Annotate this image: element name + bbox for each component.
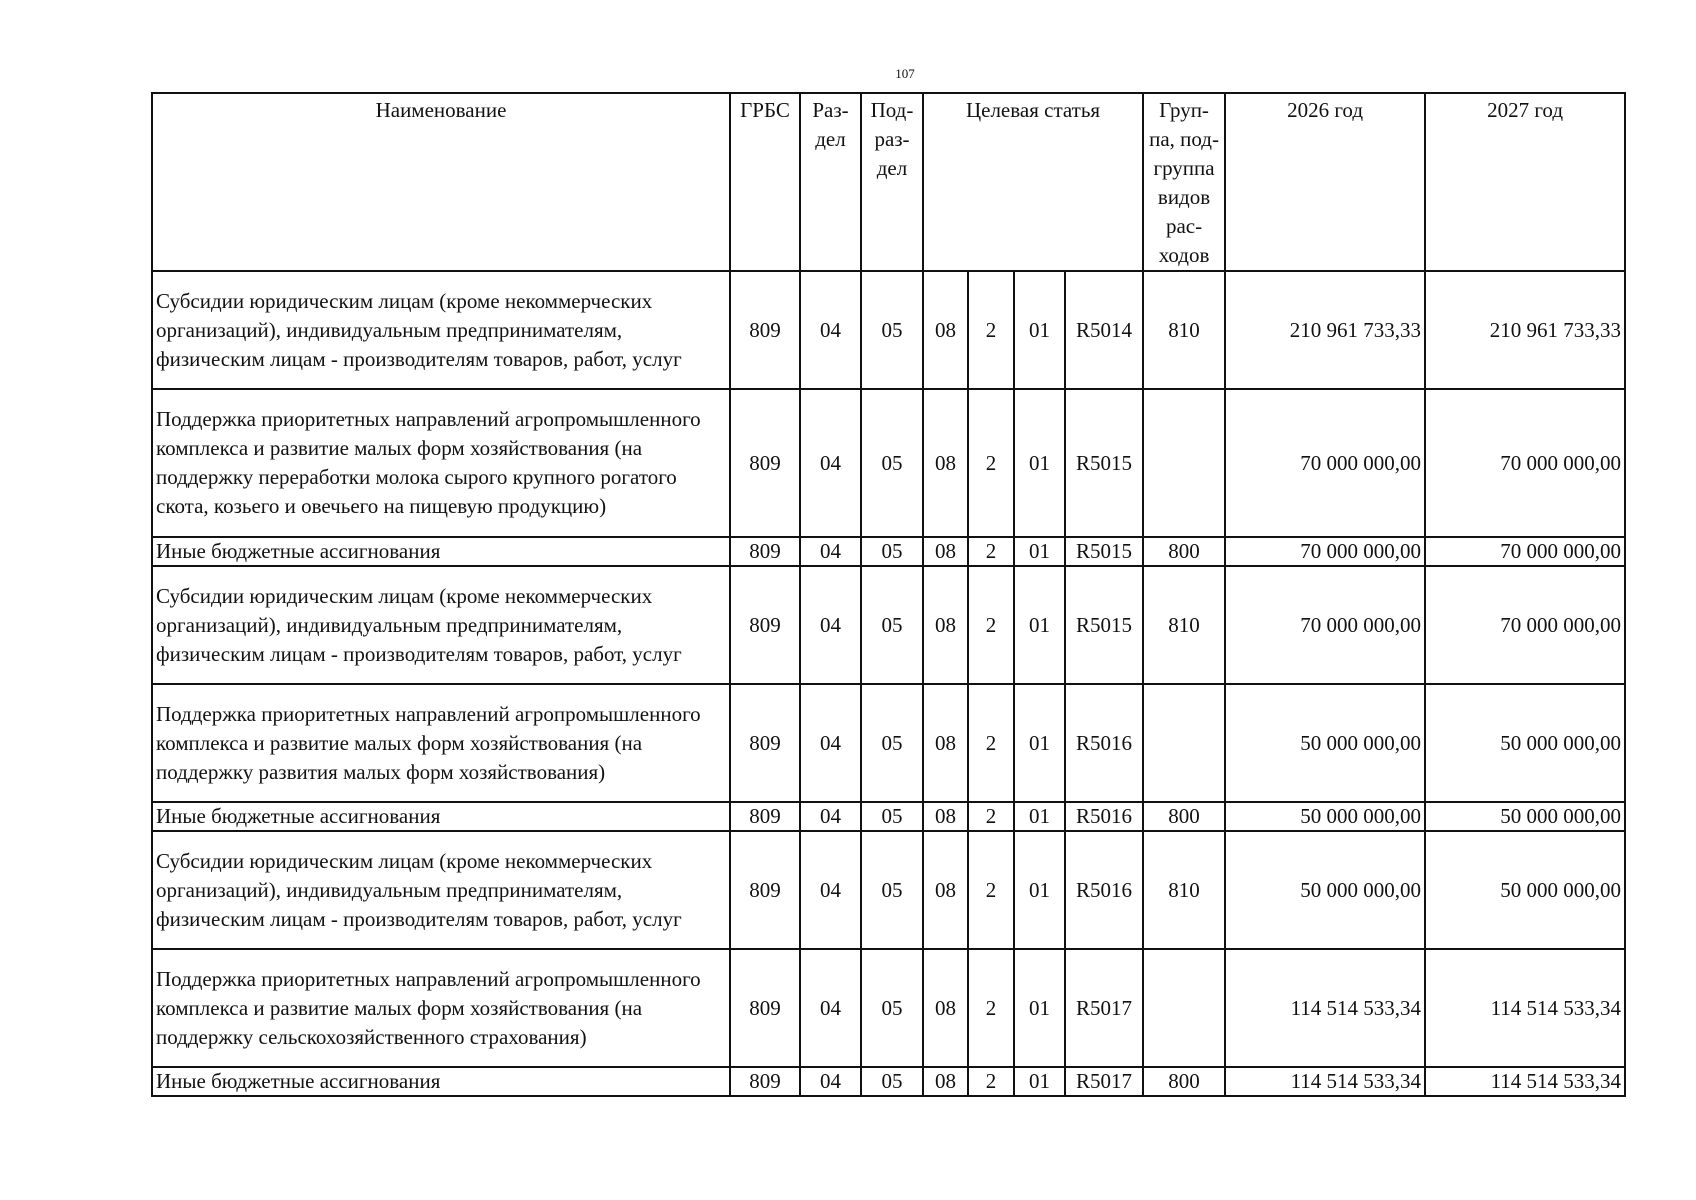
cell-grbs: 809 xyxy=(730,949,800,1067)
cell-2026: 70 000 000,00 xyxy=(1225,537,1425,566)
header-gruppa-vr: Груп-па, под-группа видов рас-ходов xyxy=(1143,93,1225,271)
cell-razdel: 04 xyxy=(800,389,861,537)
header-2026: 2026 год xyxy=(1225,93,1425,271)
cell-cs-structure: 01 xyxy=(1014,684,1065,802)
cell-cs-structure: 01 xyxy=(1014,537,1065,566)
cell-cs-type: 2 xyxy=(968,802,1014,831)
cell-cs-type: 2 xyxy=(968,271,1014,389)
cell-2026: 70 000 000,00 xyxy=(1225,566,1425,684)
cell-razdel: 04 xyxy=(800,802,861,831)
cell-cs-type: 2 xyxy=(968,389,1014,537)
cell-cs-program: 08 xyxy=(923,537,968,566)
cell-2027: 50 000 000,00 xyxy=(1425,802,1625,831)
cell-cs-direction: R5015 xyxy=(1065,389,1143,537)
cell-grbs: 809 xyxy=(730,831,800,949)
cell-vr: 810 xyxy=(1143,566,1225,684)
cell-cs-type: 2 xyxy=(968,1067,1014,1096)
cell-cs-program: 08 xyxy=(923,271,968,389)
cell-cs-direction: R5017 xyxy=(1065,949,1143,1067)
cell-cs-structure: 01 xyxy=(1014,271,1065,389)
cell-2026: 50 000 000,00 xyxy=(1225,831,1425,949)
cell-cs-structure: 01 xyxy=(1014,802,1065,831)
cell-podrazdel: 05 xyxy=(861,271,923,389)
table-body xyxy=(152,271,1625,1096)
cell-vr xyxy=(1143,684,1225,802)
cell-name: Поддержка приоритетных направлений агропромышленного комплекса и развитие малых форм хозяйствования (на поддержку развития малых форм хозяйствования) xyxy=(152,684,730,802)
cell-podrazdel: 05 xyxy=(861,684,923,802)
cell-vr: 810 xyxy=(1143,271,1225,389)
cell-grbs: 809 xyxy=(730,802,800,831)
cell-cs-program: 08 xyxy=(923,389,968,537)
cell-cs-direction: R5016 xyxy=(1065,684,1143,802)
cell-podrazdel: 05 xyxy=(861,802,923,831)
header-razdel: Раз-дел xyxy=(800,93,861,271)
table-row xyxy=(152,802,1625,831)
cell-vr xyxy=(1143,389,1225,537)
cell-cs-type: 2 xyxy=(968,831,1014,949)
cell-2027: 70 000 000,00 xyxy=(1425,389,1625,537)
cell-cs-program: 08 xyxy=(923,949,968,1067)
cell-vr: 800 xyxy=(1143,537,1225,566)
cell-razdel: 04 xyxy=(800,537,861,566)
table-row xyxy=(152,1067,1625,1096)
cell-cs-type: 2 xyxy=(968,537,1014,566)
cell-cs-structure: 01 xyxy=(1014,566,1065,684)
table-row xyxy=(152,566,1625,684)
cell-2027: 50 000 000,00 xyxy=(1425,684,1625,802)
cell-cs-direction: R5015 xyxy=(1065,537,1143,566)
cell-vr xyxy=(1143,949,1225,1067)
cell-cs-direction: R5015 xyxy=(1065,566,1143,684)
cell-name: Субсидии юридическим лицам (кроме некоммерческих организаций), индивидуальным предпринимателям, физическим лицам - производителям товаров, работ, услуг xyxy=(152,271,730,389)
cell-razdel: 04 xyxy=(800,684,861,802)
header-podrazdel: Под-раз-дел xyxy=(861,93,923,271)
cell-2027: 114 514 533,34 xyxy=(1425,949,1625,1067)
cell-2027: 50 000 000,00 xyxy=(1425,831,1625,949)
cell-cs-direction: R5014 xyxy=(1065,271,1143,389)
cell-cs-direction: R5016 xyxy=(1065,831,1143,949)
cell-grbs: 809 xyxy=(730,389,800,537)
cell-cs-type: 2 xyxy=(968,949,1014,1067)
cell-vr: 800 xyxy=(1143,802,1225,831)
cell-name: Субсидии юридическим лицам (кроме некоммерческих организаций), индивидуальным предпринимателям, физическим лицам - производителям товаров, работ, услуг xyxy=(152,566,730,684)
cell-name: Поддержка приоритетных направлений агропромышленного комплекса и развитие малых форм хозяйствования (на поддержку переработки молока сырого крупного рогатого скота, козьего и овечьего на пищевую продукцию) xyxy=(152,389,730,537)
cell-cs-program: 08 xyxy=(923,684,968,802)
cell-cs-program: 08 xyxy=(923,1067,968,1096)
cell-razdel: 04 xyxy=(800,566,861,684)
cell-cs-direction: R5016 xyxy=(1065,802,1143,831)
table-row xyxy=(152,389,1625,537)
cell-cs-direction: R5017 xyxy=(1065,1067,1143,1096)
table-row xyxy=(152,537,1625,566)
cell-name: Поддержка приоритетных направлений агропромышленного комплекса и развитие малых форм хозяйствования (на поддержку сельскохозяйственного страхования) xyxy=(152,949,730,1067)
cell-grbs: 809 xyxy=(730,684,800,802)
cell-cs-program: 08 xyxy=(923,831,968,949)
cell-razdel: 04 xyxy=(800,271,861,389)
cell-name: Иные бюджетные ассигнования xyxy=(152,537,730,566)
cell-podrazdel: 05 xyxy=(861,389,923,537)
cell-2026: 50 000 000,00 xyxy=(1225,802,1425,831)
header-grbs: ГРБС xyxy=(730,93,800,271)
cell-cs-program: 08 xyxy=(923,802,968,831)
cell-cs-structure: 01 xyxy=(1014,831,1065,949)
cell-2026: 210 961 733,33 xyxy=(1225,271,1425,389)
budget-table xyxy=(151,92,1626,1097)
cell-podrazdel: 05 xyxy=(861,566,923,684)
cell-grbs: 809 xyxy=(730,1067,800,1096)
cell-grbs: 809 xyxy=(730,271,800,389)
table-row xyxy=(152,831,1625,949)
cell-name: Субсидии юридическим лицам (кроме некоммерческих организаций), индивидуальным предпринимателям, физическим лицам - производителям товаров, работ, услуг xyxy=(152,831,730,949)
cell-cs-structure: 01 xyxy=(1014,949,1065,1067)
cell-name: Иные бюджетные ассигнования xyxy=(152,802,730,831)
cell-cs-structure: 01 xyxy=(1014,389,1065,537)
cell-podrazdel: 05 xyxy=(861,537,923,566)
cell-razdel: 04 xyxy=(800,949,861,1067)
cell-razdel: 04 xyxy=(800,1067,861,1096)
cell-razdel: 04 xyxy=(800,831,861,949)
table-row xyxy=(152,271,1625,389)
cell-cs-program: 08 xyxy=(923,566,968,684)
table-row xyxy=(152,684,1625,802)
cell-2026: 114 514 533,34 xyxy=(1225,949,1425,1067)
cell-cs-type: 2 xyxy=(968,684,1014,802)
cell-vr: 800 xyxy=(1143,1067,1225,1096)
cell-2026: 50 000 000,00 xyxy=(1225,684,1425,802)
cell-podrazdel: 05 xyxy=(861,831,923,949)
cell-vr: 810 xyxy=(1143,831,1225,949)
header-celevaya-statya: Целевая статья xyxy=(923,93,1143,271)
cell-grbs: 809 xyxy=(730,566,800,684)
cell-2026: 70 000 000,00 xyxy=(1225,389,1425,537)
cell-2027: 210 961 733,33 xyxy=(1425,271,1625,389)
cell-cs-type: 2 xyxy=(968,566,1014,684)
header-2027: 2027 год xyxy=(1425,93,1625,271)
cell-podrazdel: 05 xyxy=(861,949,923,1067)
cell-2026: 114 514 533,34 xyxy=(1225,1067,1425,1096)
cell-2027: 70 000 000,00 xyxy=(1425,566,1625,684)
cell-2027: 114 514 533,34 xyxy=(1425,1067,1625,1096)
cell-name: Иные бюджетные ассигнования xyxy=(152,1067,730,1096)
header-name: Наименование xyxy=(152,93,730,271)
page-number: 107 xyxy=(895,66,915,81)
cell-2027: 70 000 000,00 xyxy=(1425,537,1625,566)
table-row xyxy=(152,949,1625,1067)
cell-cs-structure: 01 xyxy=(1014,1067,1065,1096)
cell-grbs: 809 xyxy=(730,537,800,566)
header-row xyxy=(152,93,1625,271)
cell-podrazdel: 05 xyxy=(861,1067,923,1096)
